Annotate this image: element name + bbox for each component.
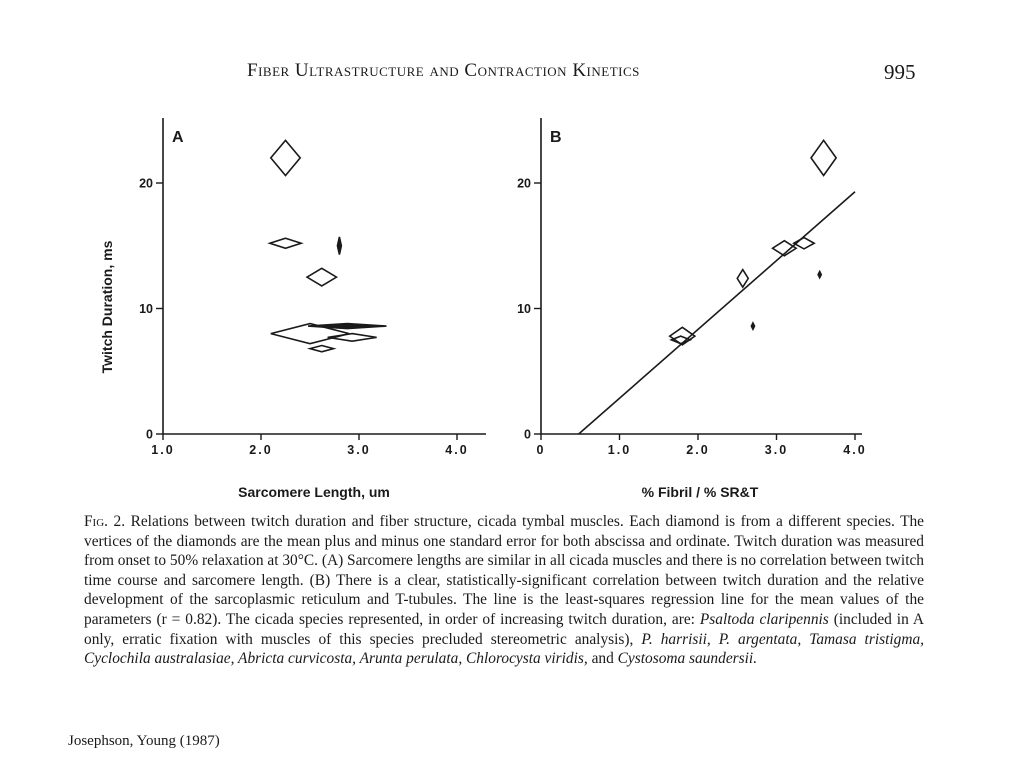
x-axis-label: Sarcomere Length, um [238, 484, 390, 500]
data-diamond [337, 237, 341, 255]
caption-text-2: (included in A only, erratic fixation with muscles of this species precluded stereometric analysis), [84, 610, 924, 648]
x-tick-label: 3.0 [764, 443, 789, 457]
x-tick-label: 3.0 [347, 443, 371, 457]
panel-label: A [172, 129, 184, 146]
caption-text-1: Relations between twitch duration and fiber structure, cicada tymbal muscles. Each diamond is from a different species. The vertices of the diamonds are the mean plus and minus one standard error for both abscissa and ordinate. Twitch duration was measured from onset to 50% relaxation at 30°C. (A) Sarcomere lengths are similar in all cicada muscles and there is no correlation between twitch time course and sarcomere length. (B) There is a clear, statistically-significant correlation between twitch duration and the relative development of the sarcoplasmic reticulum and T-tubules. The line is the least-squares regression line for the mean values of the parameters (r = 0.82). The cicada species represented, in order of increasing twitch duration, are: [84, 513, 925, 628]
page-number: 995 [884, 60, 916, 84]
y-tick-label: 20 [517, 176, 531, 191]
x-tick-label: 4.0 [445, 443, 469, 457]
caption-species-3: Cystosoma saundersii. [617, 650, 758, 668]
y-tick-label: 10 [139, 302, 153, 316]
x-tick-label: 1.0 [151, 443, 175, 457]
data-diamond [818, 271, 821, 277]
y-tick-label: 0 [146, 427, 153, 442]
caption-species-1: Psaltoda claripennis [699, 610, 829, 628]
data-diamond [271, 140, 300, 175]
x-tick-label: 2.0 [249, 443, 273, 457]
data-diamond [307, 268, 336, 286]
data-diamond [270, 238, 301, 248]
y-axis-label: Twitch Duration, ms [99, 240, 115, 374]
data-diamond [751, 323, 754, 329]
credit: Josephson, Young (1987) [68, 733, 220, 749]
panel-a [156, 118, 486, 440]
y-tick-label: 10 [517, 302, 531, 316]
x-tick-label: 1.0 [607, 443, 632, 457]
x-tick-label: 2.0 [686, 443, 710, 457]
regression-line [579, 192, 855, 434]
running-head: Fiber Ultrastructure and Contraction Kinetics [247, 60, 640, 81]
caption-text-3: and [587, 650, 618, 668]
y-tick-label: 0 [524, 427, 531, 442]
y-tick-label: 20 [139, 176, 153, 191]
panel-b [534, 118, 862, 440]
caption-label: Fig. 2. [84, 513, 126, 530]
data-diamond [737, 270, 748, 288]
panel-label: B [550, 129, 562, 146]
x-axis-label: % Fibril / % SR&T [641, 484, 759, 500]
x-tick-label: 0 [536, 443, 546, 457]
data-diamond [310, 346, 334, 352]
data-diamond [811, 140, 836, 175]
x-tick-label: 4.0 [843, 443, 867, 457]
figure-caption [84, 512, 924, 669]
caption-species-2: P. harrisii, P. argentata, Tamasa tristigma, Cyclochila australasiae, Abricta curvicosta, Arunta perulata, Chlorocysta viridis, [84, 630, 924, 668]
